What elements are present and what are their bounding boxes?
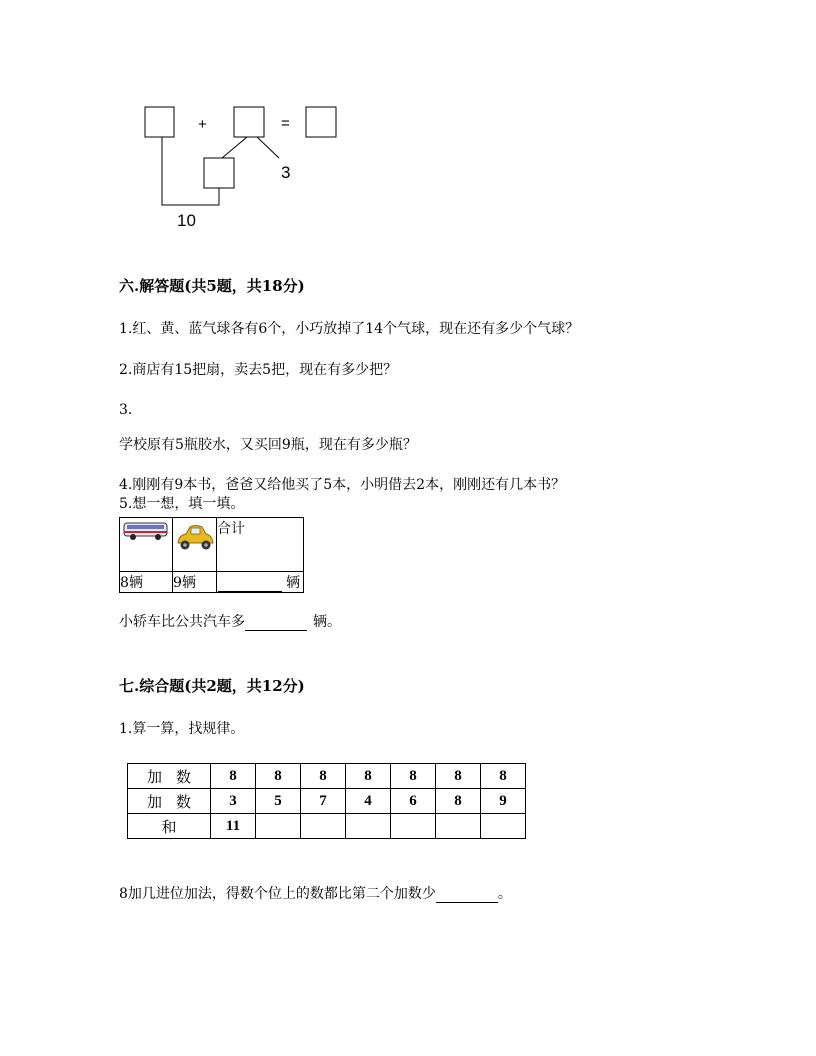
blank-box-result[interactable] [306,107,336,137]
sum-cell-blank[interactable] [346,814,391,839]
addition-table [127,763,526,839]
total-header: 合计 [217,521,245,537]
compare-prefix: 小轿车比公共汽车多 [119,614,245,630]
compare-suffix: 辆。 [313,614,341,630]
blank-box-split[interactable] [204,158,234,188]
addend2-cell: 6 [391,789,436,814]
question-6-5: 5.想一想，填一填。 [119,496,245,512]
split-line-right [257,137,279,158]
bracket-line [162,137,219,205]
addend1-cell: 8 [346,764,391,789]
sum-label: 和 [128,814,211,839]
addend2-cell: 3 [211,789,256,814]
plus-sign: + [198,116,207,133]
sum-cell-blank[interactable] [481,814,526,839]
addend2-cell: 5 [256,789,301,814]
addend2-cell: 8 [436,789,481,814]
rule-suffix: 。 [497,886,512,902]
blank-box-1[interactable] [145,107,174,137]
sum-cell: 11 [211,814,256,839]
sum-cell-blank[interactable] [391,814,436,839]
addend1-cell: 8 [481,764,526,789]
sum-cell-blank[interactable] [301,814,346,839]
rule-prefix: 8加几进位加法，得数个位上的数都比第二个加数少 [119,886,436,902]
question-6-1: 1.红、黄、蓝气球各有6个，小巧放掉了14个气球，现在还有多少个气球？ [119,321,580,337]
vehicle-count-table [119,517,304,593]
split-line-left [222,137,247,158]
car-count: 9辆 [173,572,217,593]
question-6-4: 4.刚刚有9本书，爸爸又给他买了5本，小明借去2本，刚刚还有几本书？ [119,477,566,493]
total-blank[interactable] [218,591,282,592]
sum-cell-blank[interactable] [436,814,481,839]
bus-count: 8辆 [120,572,173,593]
rule-blank[interactable] [436,902,498,903]
compare-question [119,613,341,631]
blank-box-2[interactable] [234,107,264,137]
compare-blank[interactable] [245,630,307,631]
question-6-3: 学校原有5瓶胶水，又买回9瓶，现在有多少瓶？ [119,437,417,453]
total-unit: 辆 [286,575,300,591]
addend2-cell: 4 [346,789,391,814]
addend2-cell: 9 [481,789,526,814]
question-6-2: 2.商店有15把扇，卖去5把，现在有多少把？ [119,362,398,378]
addend2-cell: 7 [301,789,346,814]
total-cell [217,572,304,593]
bottom-value: 10 [177,211,196,230]
addend1-cell: 8 [436,764,481,789]
addend1-cell: 8 [256,764,301,789]
question-7-1: 1.算一算，找规律。 [119,721,245,737]
bus-cell [120,518,173,572]
rule-question [119,885,512,903]
addend1-cell: 8 [211,764,256,789]
total-header-cell [217,518,304,572]
number-split-diagram [0,0,400,240]
addend1-cell: 8 [301,764,346,789]
sum-cell-blank[interactable] [256,814,301,839]
addend1-label: 加数 [128,764,211,789]
question-6-3-number: 3. [119,402,133,418]
car-icon [175,521,215,555]
equals-sign: = [281,115,290,132]
car-cell [173,518,217,572]
section7-heading: 七.综合题(共2题，共12分) [119,677,305,695]
addend1-cell: 8 [391,764,436,789]
bus-icon [123,520,169,542]
split-value: 3 [281,163,291,182]
sum-row [128,814,526,839]
addend2-row [128,789,526,814]
addend1-row [128,764,526,789]
addend2-label: 加数 [128,789,211,814]
section6-heading: 六.解答题(共5题，共18分) [119,277,305,295]
